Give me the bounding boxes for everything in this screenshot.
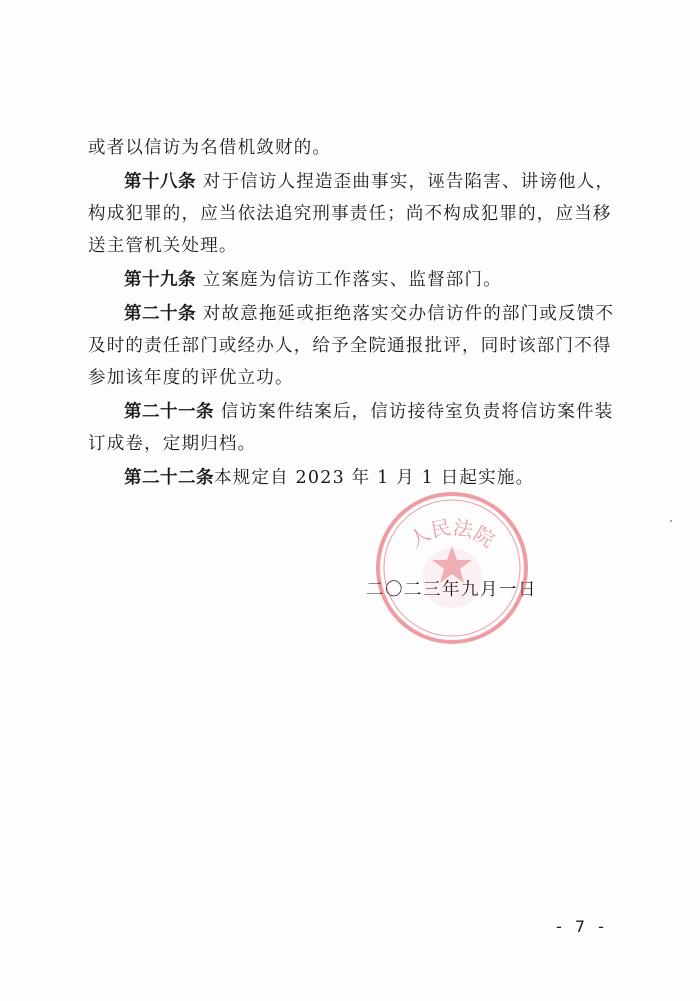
paragraph-text: 对于信访人捏造歪曲事实，诬告陷害、讲谤他人，构成犯罪的，应当依法追究刑事责任；尚不构成犯罪的，应当移送主管机关处理。 <box>88 172 615 256</box>
paragraph-text: 对故意拖延或拒绝落实交办信访件的部门或反馈不及时的责任部门或经办人，给予全院通报批评，同时该部门不得参加该年度的评优立功。 <box>88 304 615 388</box>
article-heading: 第十九条 <box>124 270 196 290</box>
paragraph-text: 信访案件结案后，信访接待室负责将信访案件装订成卷，定期归档。 <box>88 402 614 454</box>
article-heading: 第十八条 <box>124 172 196 192</box>
paragraph-0 <box>88 132 616 164</box>
article-heading: 第二十一条 <box>124 402 214 422</box>
document-body <box>88 132 616 494</box>
document-date: 二〇二三年九月一日 <box>366 580 537 600</box>
scan-speck <box>670 520 672 522</box>
paragraph-21 <box>88 396 616 460</box>
paragraph-text: 或者以信访为名借机敛财的。 <box>88 138 332 158</box>
article-heading: 第二十二条 <box>124 468 214 488</box>
paragraph-text: 立案庭为信访工作落实、监督部门。 <box>196 270 502 290</box>
court-seal-stamp <box>372 488 532 648</box>
article-heading: 第二十条 <box>124 304 196 324</box>
paragraph-20 <box>88 298 616 394</box>
paragraph-19 <box>88 264 616 296</box>
paragraph-18 <box>88 166 616 262</box>
seal-text: 人民法院 <box>404 514 500 553</box>
page-number: - 7 - <box>556 917 608 936</box>
paragraph-text: 本规定自 2023 年 1 月 1 日起实施。 <box>214 468 535 488</box>
paragraph-22 <box>88 462 616 494</box>
